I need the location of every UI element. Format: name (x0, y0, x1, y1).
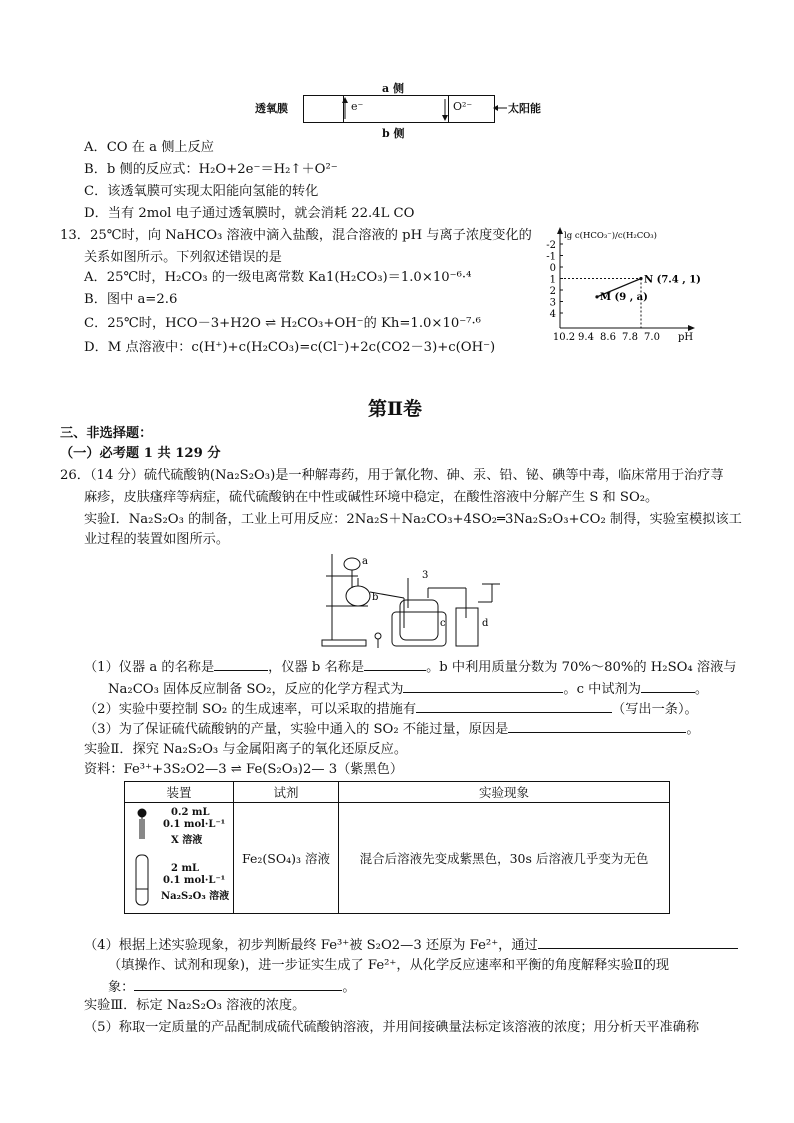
apparatus-label-c: c (440, 618, 446, 629)
apparatus-label-b: b (372, 592, 379, 603)
material-line: 资料：Fe³⁺+3S₂O2—3 ⇌ Fe(S₂O₃)2— 3（紫黑色） (84, 762, 404, 777)
sub1-l1-text1: （1）仪器 a 的名称是 (84, 660, 215, 675)
ph-chart (530, 226, 710, 351)
sub1-line1 (84, 656, 736, 678)
tube-figure-cell (125, 803, 234, 914)
exp3-line: 实验Ⅲ．标定 Na₂S₂O₃ 溶液的浓度。 (84, 998, 306, 1013)
q13-option-d: D．M 点溶液中：c(H⁺)+c(H₂CO₃)=c(Cl⁻)+2c(CO2－3)+c(OH⁻) (84, 340, 496, 355)
blank-reagent-c[interactable] (641, 678, 695, 693)
q13-option-c: C．25℃时，HCO－3+H2O ⇌ H₂CO₃+OH⁻的 Kh=1.0×10⁻⁷·⁶ (84, 316, 481, 331)
x-tick-label: 8.6 (600, 332, 616, 343)
sub1-l1-text3: 。b 中利用质量分数为 70%～80%的 H₂SO₄ 溶液与 (426, 660, 737, 675)
sub4-l3-text1: 象： (108, 980, 135, 995)
blank-operation[interactable] (538, 934, 738, 949)
blank-instrument-a[interactable] (214, 656, 268, 671)
q13-stem-line1: 13．25℃时，向 NaHCO₃ 溶液中滴入盐酸，混合溶液的 pH 与离子浓度变化的 (60, 228, 532, 243)
required-heading: （一）必考题 1 共 129 分 (60, 446, 221, 461)
blank-instrument-b[interactable] (364, 656, 426, 671)
exp1-line2: 业过程的装置如图所示。 (84, 532, 230, 547)
q13-option-b: B．图中 a=2.6 (84, 292, 178, 307)
tube-label-3: X 溶液 (171, 835, 203, 846)
sub2-text1: （2）实验中要控制 SO₂ 的生成速率，可以采取的措施有 (84, 702, 417, 717)
blank-equation[interactable] (403, 678, 563, 693)
q12-option-b: B．b 侧的反应式：H₂O+2e⁻＝H₂↑＋O²⁻ (84, 162, 338, 177)
tube-label-4: 2 mL (171, 863, 200, 874)
reagent-cell: Fe₂(SO₄)₃ 溶液 (234, 803, 339, 914)
q12-option-d: D．当有 2mol 电子通过透氧膜时，就会消耗 22.4L CO (84, 206, 415, 221)
point-n-label: N (7.4 , 1) (644, 274, 701, 286)
electron-label: e⁻ (351, 100, 364, 113)
sub1-l1-text2: ，仪器 b 名称是 (268, 660, 365, 675)
point-m-label: M (9 , a) (600, 291, 648, 303)
phenomenon-cell: 混合后溶液先变成紫黑色，30s 后溶液几乎变为无色 (339, 803, 670, 914)
x-tick-label: 7.8 (622, 332, 638, 343)
header-apparatus: 装置 (125, 782, 234, 803)
q13-stem-line2: 关系如图所示。下列叙述错误的是 (84, 250, 282, 265)
sub2-line (84, 698, 698, 720)
y-axis-label: lg c(HCO₃⁻)/c(H₂CO₃) (564, 231, 657, 241)
exp1-line1: 实验Ⅰ．Na₂S₂O₃ 的制备，工业上可用反应：2Na₂S＋Na₂CO₃+4SO₂═3Na₂S₂O₃+CO₂ 制得，实验室模拟该工 (84, 512, 742, 527)
tube-label-1: 0.2 mL (171, 807, 210, 818)
tube-label-6: Na₂S₂O₃ 溶液 (161, 891, 230, 902)
table-header-row (125, 782, 670, 803)
sub1-l2-text2: 。c 中试剂为 (563, 682, 641, 697)
part3-heading: 三、非选择题： (60, 426, 153, 441)
apparatus-label-3: 3 (422, 570, 429, 581)
sub3-line (84, 718, 700, 740)
blank-rate-control[interactable] (416, 698, 612, 713)
sub4-l1-text: （4）根据上述实验现象，初步判断最终 Fe³⁺被 S₂O2—3 还原为 Fe²⁺，通过 (84, 938, 538, 953)
y-tick-label: 3 (549, 297, 556, 309)
y-tick-label: -2 (546, 240, 556, 251)
sub1-line2 (108, 678, 708, 700)
y-tick-label: 0 (549, 263, 556, 274)
x-axis-arrow-icon (688, 325, 695, 331)
x-tick-label: 10.2 (552, 332, 576, 343)
sub2-text2: （写出一条）。 (612, 702, 698, 717)
membrane-diagram (255, 80, 545, 140)
membrane-bottom-label: b 侧 (382, 127, 405, 140)
y-tick-label: -1 (546, 251, 556, 263)
y-tick-label: 4 (549, 309, 556, 320)
sub4-line1 (84, 934, 738, 956)
tube-label-5: 0.1 mol·L⁻¹ (163, 875, 226, 886)
section-title: 第Ⅱ卷 (368, 398, 423, 420)
sub1-l2-text1: Na₂CO₃ 固体反应制备 SO₂，反应的化学方程式为 (108, 682, 404, 697)
sunlight-arrow-icon (493, 104, 507, 112)
q13-option-a: A．25℃时，H₂CO₃ 的一级电离常数 Ka1(H₂CO₃)＝1.0×10⁻⁶·⁴ (84, 270, 472, 285)
y-axis-arrow-icon (557, 227, 563, 234)
sub5-line: （5）称取一定质量的产品配制成硫代硫酸钠溶液，并用间接碘量法标定该溶液的浓度；用分析天平准确称 (84, 1020, 700, 1035)
blank-reason[interactable] (508, 718, 686, 733)
lab-apparatus-figure (318, 548, 502, 652)
sub3-text1: （3）为了保证硫代硫酸钠的产量，实验中通入的 SO₂ 不能过量，原因是 (84, 722, 509, 737)
x-tick-label: 7.0 (644, 332, 660, 343)
tube-label-2: 0.1 mol·L⁻¹ (163, 819, 226, 830)
sunlight-label: 太阳能 (508, 102, 541, 115)
table-row (125, 803, 670, 914)
apparatus-label-d: d (482, 618, 489, 629)
q12-option-a: A．CO 在 a 侧上反应 (84, 140, 214, 155)
point-m (595, 295, 598, 298)
q26-intro-line1: 26．（14 分）硫代硫酸钠(Na₂S₂O₃)是一种解毒药，用于氰化物、砷、汞、铅、铋、碘等中毒，临床常用于治疗荨 (60, 468, 724, 483)
electron-arrow-icon (341, 97, 349, 121)
q12-option-c: C．该透氧膜可实现太阳能向氢能的转化 (84, 184, 319, 199)
experiment-table (124, 781, 670, 914)
sub4-line3 (108, 976, 356, 998)
exp2-line: 实验Ⅱ．探究 Na₂S₂O₃ 与金属阳离子的氧化还原反应。 (84, 742, 408, 757)
q26-intro-line2: 麻疹，皮肤瘙痒等病症，硫代硫酸钠在中性或碱性环境中稳定，在酸性溶液中分解产生 S 和 SO₂。 (84, 490, 659, 505)
sub1-l2-text3: 。 (694, 682, 709, 697)
oxygen-label: O²⁻ (453, 100, 473, 113)
header-phenomenon: 实验现象 (339, 782, 670, 803)
sub4-l3-text2: 。 (342, 980, 356, 995)
test-tube-dropper-figure (133, 807, 155, 909)
apparatus-label-a: a (362, 556, 368, 567)
x-tick-label: 9.4 (578, 332, 594, 343)
blank-explanation[interactable] (134, 976, 342, 991)
header-reagent: 试剂 (234, 782, 339, 803)
x-axis-name: pH (678, 332, 694, 343)
sub4-line2: （填操作、试剂和现象)，进一步证实生成了 Fe²⁺，从化学反应速率和平衡的角度解释实验Ⅱ的现 (108, 958, 670, 973)
down-arrow-icon (441, 97, 449, 121)
membrane-left-label: 透氧膜 (255, 102, 288, 115)
y-tick-label: 2 (549, 286, 556, 297)
point-n (639, 277, 642, 280)
sub3-text2: 。 (686, 722, 700, 737)
y-tick-label: 1 (549, 274, 556, 286)
membrane-top-label: a 侧 (382, 82, 404, 95)
